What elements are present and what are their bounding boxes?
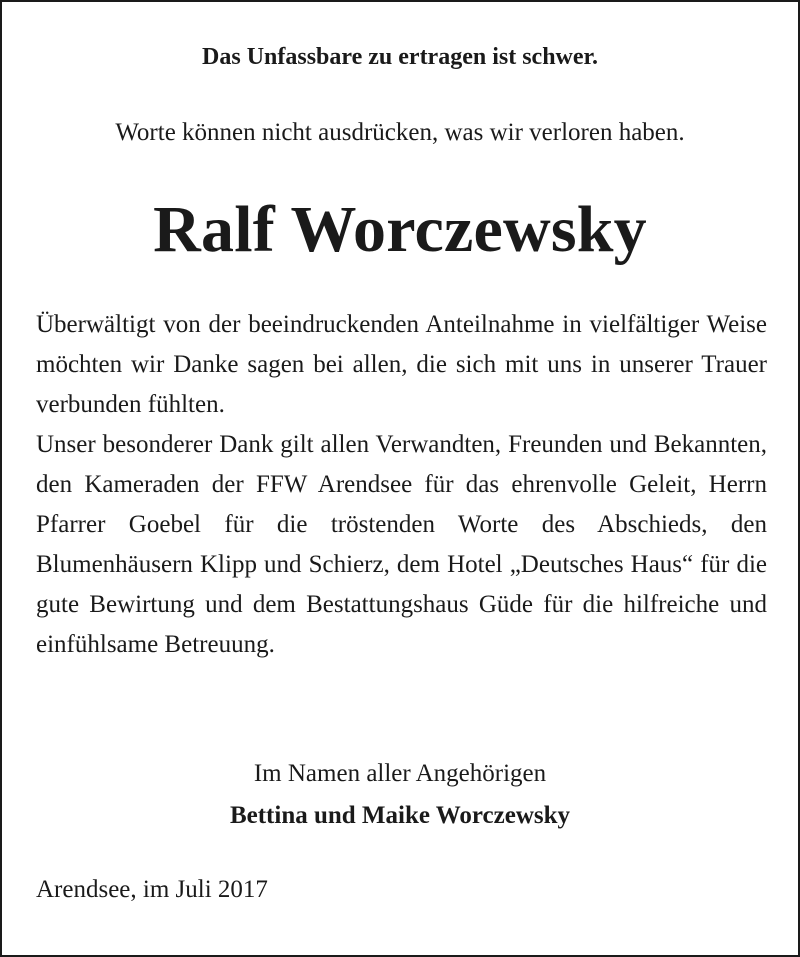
- thanks-paragraph-2: Unser besonderer Dank gilt allen Verwandten, Freunden und Bekannten, den Kameraden der FFW Arendsee für das ehrenvolle Geleit, Herrn Pfarrer Goebel für die tröstenden Worte des Abschieds, den Blumenhäusern Klipp und Schierz, dem Hotel „Deutsches Haus“ für die gute Bewirtung und dem Bestattungshaus Güde für die hilfreiche und einfühlsame Betreuung.: [36, 431, 767, 658]
- signoff-line: Im Namen aller Angehörigen: [253, 760, 547, 787]
- motto-heading: Das Unfassbare zu ertragen ist schwer.: [202, 44, 598, 70]
- thanks-paragraph-1: Überwältigt von der beeindruckenden Anteilnahme in vielfältiger Weise möchten wir Danke sagen bei allen, die sich mit uns in unserer Trauer verbunden fühlten.: [36, 311, 767, 418]
- family-signature: Bettina und Maike Worczewsky: [229, 802, 571, 829]
- subheading: Worte können nicht ausdrücken, was wir verloren haben.: [115, 119, 685, 146]
- deceased-name: Ralf Worczewsky: [153, 193, 647, 266]
- place-date: Arendsee, im Juli 2017: [36, 876, 268, 903]
